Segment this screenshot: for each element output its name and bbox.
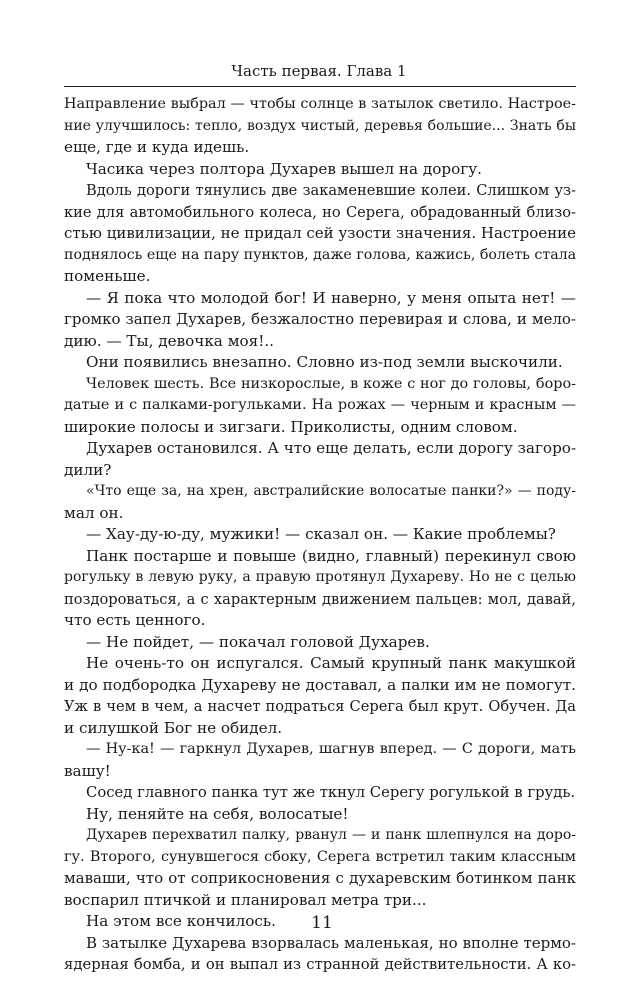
text-line: Сосед главного панка тут же ткнул Серегу рогулькой в грудь. — [86, 784, 576, 801]
text-line: широкие полосы и зигзаги. Приколисты, одним словом. — [64, 417, 518, 436]
text-line: громко запел Духарев, безжалостно перевирая и слова, и мело- — [64, 310, 576, 328]
text-line: поздороваться, а с характерным движением пальцев: мол, давай, — [64, 590, 576, 608]
text-line: Уж в чем в чем, а насчет подраться Серега был крут. Обучен. Да — [64, 698, 576, 715]
text-line: и до подбородка Духареву не доставал, а палки им не помогут. — [64, 675, 576, 694]
text-line: дию. — Ты, девочка моя!.. — [64, 331, 274, 350]
text-line: Вдоль дороги тянулись две закаменевшие колеи. Слишком уз- — [86, 182, 576, 199]
text-line: кие для автомобильного колеса, но Серега, обрадованный близо- — [64, 203, 576, 221]
text-line: Часика через полтора Духарев вышел на дорогу. — [86, 159, 483, 178]
text-line: поднялось еще на пару пунктов, даже голова, кажись, болеть стала — [64, 246, 576, 263]
body-text — [64, 94, 576, 976]
text-line: маваши, что от соприкосновения с духаревским ботинком панк — [64, 869, 576, 887]
text-line: — Ну-ка! — гаркнул Духарев, шагнув вперед. — С дороги, мать — [86, 741, 576, 757]
running-head: Часть первая. Глава 1 — [231, 62, 407, 80]
text-line: рогульку в левую руку, а правую протянул Духареву. Но не с целью — [64, 569, 576, 585]
text-line: Духарев остановился. А что еще делать, если дорогу загоро- — [86, 439, 576, 457]
text-line: Человек шесть. Все низкорослые, в коже с ног до головы, боро- — [86, 375, 576, 392]
text-line: «Что еще за, на хрен, австралийские волосатые панки?» — поду- — [86, 483, 576, 499]
text-line: и силушкой Бог не обидел. — [64, 718, 283, 737]
text-line: ядерная бомба, и он выпал из странной действительности. А ко- — [64, 956, 576, 973]
text-line: стью цивилизации, не придал сей узости значения. Настроение — [64, 224, 576, 242]
header-rule — [64, 86, 576, 87]
text-line: датые и с палками-рогульками. На рожах — черным и красным — — [64, 397, 576, 413]
text-line: Духарев перехватил палку, рванул — и панк шлепнулся на доро- — [86, 827, 576, 843]
text-line: поменьше. — [64, 267, 151, 285]
text-line: — Хау-ду-ю-ду, мужики! — сказал он. — Какие проблемы? — [86, 525, 556, 543]
text-line: Они появились внезапно. Словно из-под земли выскочили. — [86, 353, 563, 371]
text-line: Направление выбрал — чтобы солнце в затылок светило. Настрое- — [64, 96, 576, 112]
text-line: вашу! — [64, 761, 111, 780]
text-line: ние улучшилось: тепло, воздух чистый, деревья большие... Знать бы — [64, 117, 576, 134]
text-line: — Не пойдет, — покачал головой Духарев. — [86, 632, 430, 651]
text-line: — Я пока что молодой бог! И наверно, у меня опыта нет! — — [86, 288, 576, 307]
text-line: Ну, пеняйте на себя, волосатые! — [86, 804, 349, 823]
text-line: воспарил птичкой и планировал метра три... — [64, 890, 427, 909]
text-line: Панк постарше и повыше (видно, главный) перекинул свою — [86, 546, 576, 565]
text-line: дили? — [64, 460, 112, 479]
text-line: что есть ценного. — [64, 611, 206, 629]
text-line: еще, где и куда идешь. — [64, 138, 250, 156]
text-line: гу. Второго, сунувшегося сбоку, Серега встретил таким классным — [64, 848, 576, 865]
text-line: В затылке Духарева взорвалась маленькая, но вполне термо- — [86, 933, 576, 952]
text-line: мал он. — [64, 503, 124, 522]
page-number: 11 — [311, 913, 333, 933]
text-line: Не очень-то он испугался. Самый крупный панк макушкой — [86, 654, 576, 672]
text-line: На этом все кончилось. — [86, 912, 277, 930]
